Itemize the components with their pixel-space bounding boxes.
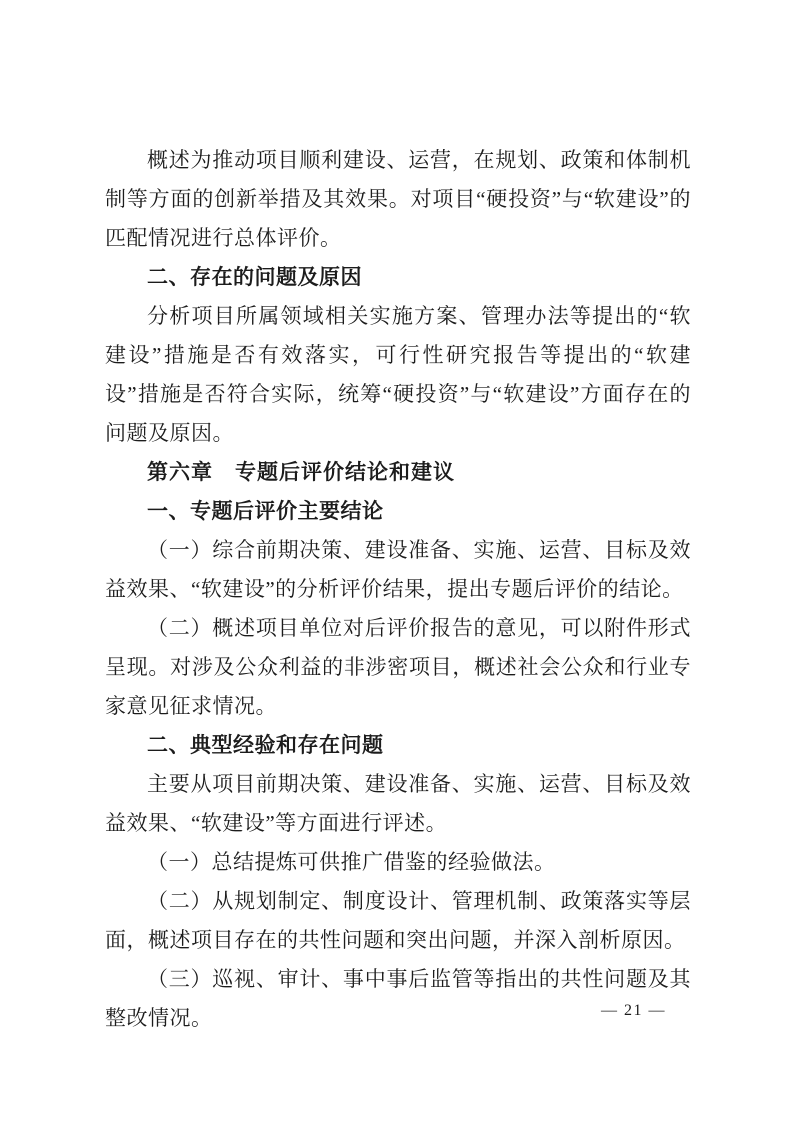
paragraph: （二）从规划制定、制度设计、管理机制、政策落实等层面，概述项目存在的共性问题和突出问题，并深入剖析原因。 xyxy=(105,889,691,952)
chapter-heading: 第六章 专题后评价结论和建议 xyxy=(147,461,455,484)
section-heading: 二、存在的问题及原因 xyxy=(147,265,362,289)
paragraph: 主要从项目前期决策、建设准备、实施、运营、目标及效益效果、“软建设”等方面进行评述。 xyxy=(105,772,691,835)
paragraph: （一）综合前期决策、建设准备、实施、运营、目标及效益效果、“软建设”的分析评价结果，提出专题后评价的结论。 xyxy=(105,538,691,601)
section-heading: 二、典型经验和存在问题 xyxy=(147,733,384,757)
document-body xyxy=(105,141,691,1038)
paragraph: 概述为推动项目顺利建设、运营，在规划、政策和体制机制等方面的创新举措及其效果。对项目“硬投资”与“软建设”的匹配情况进行总体评价。 xyxy=(105,148,691,250)
page-number: — 21 — xyxy=(601,1002,666,1019)
section-heading: 一、专题后评价主要结论 xyxy=(147,499,384,523)
paragraph: （一）总结提炼可供推广借鉴的经验做法。 xyxy=(147,850,556,874)
paragraph: （二）概述项目单位对后评价报告的意见，可以附件形式呈现。对涉及公众利益的非涉密项目，概述社会公众和行业专家意见征求情况。 xyxy=(105,616,691,718)
paragraph: （三）巡视、审计、事中事后监管等指出的共性问题及其整改情况。 xyxy=(105,967,691,1030)
paragraph: 分析项目所属领域相关实施方案、管理办法等提出的“软建设”措施是否有效落实，可行性研究报告等提出的“软建设”措施是否符合实际，统筹“硬投资”与“软建设”方面存在的问题及原因。 xyxy=(105,304,691,445)
